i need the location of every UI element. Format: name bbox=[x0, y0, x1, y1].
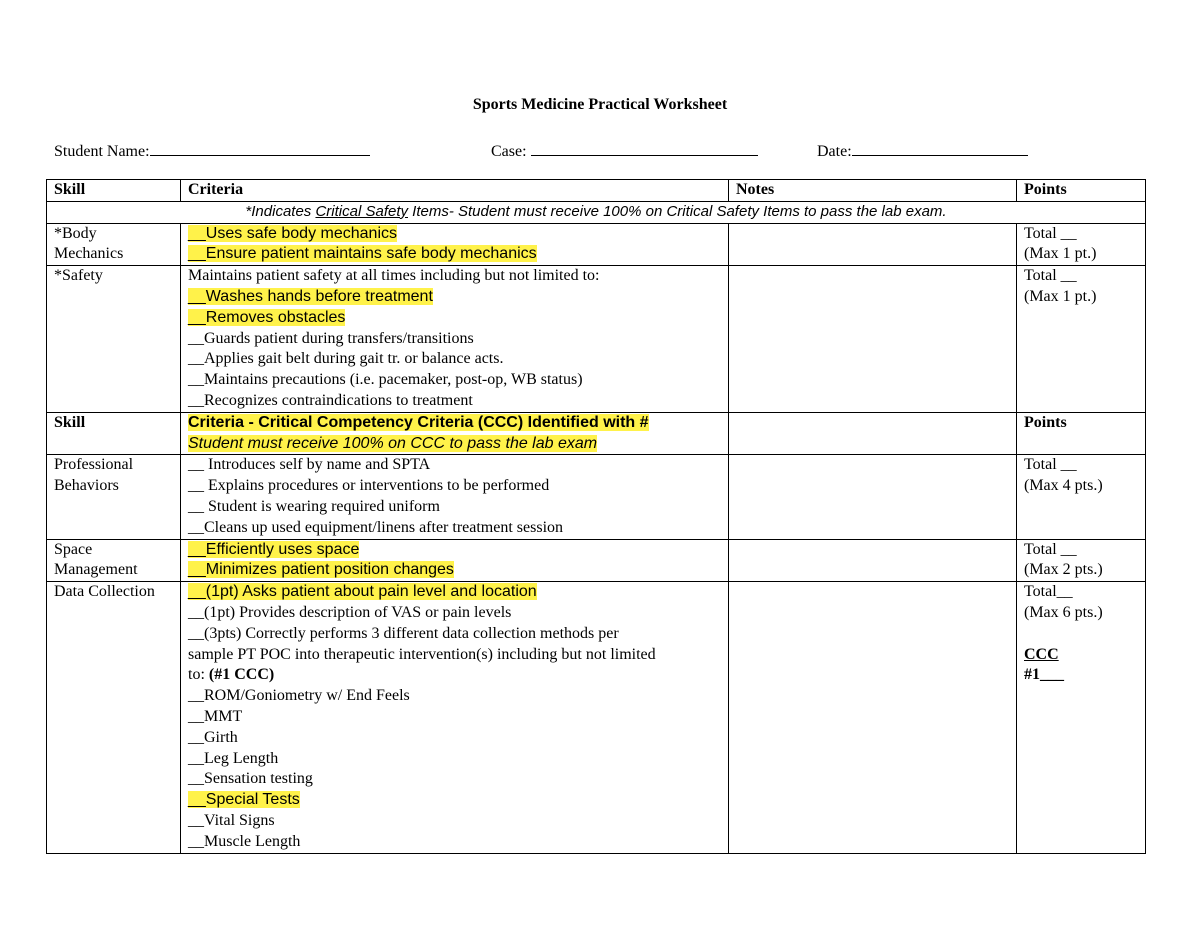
notes-cell[interactable] bbox=[729, 455, 1017, 539]
criteria-item[interactable]: __Efficiently uses space bbox=[188, 540, 360, 558]
notes-cell bbox=[729, 412, 1017, 455]
notes-cell[interactable] bbox=[729, 539, 1017, 582]
case-label: Case: bbox=[491, 143, 527, 160]
criteria-item[interactable]: __ Student is wearing required uniform bbox=[188, 497, 440, 515]
student-name-label: Student Name: bbox=[54, 143, 150, 160]
criteria-item[interactable]: __Special Tests bbox=[188, 791, 300, 809]
criteria-item[interactable]: __MMT bbox=[188, 707, 243, 725]
criteria-item[interactable]: __ Introduces self by name and SPTA bbox=[188, 456, 431, 474]
criteria-item[interactable]: __Uses safe body mechanics bbox=[188, 224, 397, 242]
body-mechanics-row bbox=[47, 223, 1146, 266]
professional-criteria bbox=[181, 455, 729, 539]
notes-cell[interactable] bbox=[729, 223, 1017, 266]
criteria-item[interactable]: __ Explains procedures or interventions to be performed bbox=[188, 477, 550, 495]
data-collection-skill: Data Collection bbox=[47, 582, 181, 853]
safety-criteria: Maintains patient safety at all times including but not limited to: __Washes hands before treatment __Removes obstacles __Guards patient during transfers/transitions __Applies gait belt during gait tr. or balance acts. __Maintains precautions (i.e. pacemaker, post-op, WB status) __Recognizes contraindications to treatment bbox=[181, 266, 729, 413]
critical-note-row bbox=[47, 201, 1146, 223]
criteria-item[interactable]: __(1pt) Asks patient about pain level and location bbox=[188, 583, 537, 601]
date-field[interactable] bbox=[817, 139, 1028, 161]
criteria-item[interactable]: __Girth bbox=[188, 728, 238, 746]
data-collection-criteria bbox=[181, 582, 729, 853]
ccc-header-row bbox=[47, 412, 1146, 455]
criteria-item[interactable]: __Removes obstacles bbox=[188, 308, 346, 326]
criteria-item[interactable]: __(1pt) Provides description of VAS or pain levels bbox=[188, 603, 512, 621]
data-collection-points[interactable]: Total__ (Max 6 pts.) CCC #1___ bbox=[1017, 582, 1146, 853]
criteria-item[interactable]: __Washes hands before treatment bbox=[188, 287, 433, 305]
safety-points[interactable]: Total __ (Max 1 pt.) bbox=[1017, 266, 1146, 413]
criteria-item[interactable]: __Minimizes patient position changes bbox=[188, 561, 454, 579]
space-points[interactable]: Total __ (Max 2 pts.) bbox=[1017, 539, 1146, 582]
body-mechanics-points[interactable]: Total __ (Max 1 pt.) bbox=[1017, 223, 1146, 266]
criteria-item[interactable]: __Maintains precautions (i.e. pacemaker, post-op, WB status) bbox=[188, 371, 583, 389]
worksheet-table bbox=[46, 179, 1146, 854]
notes-cell[interactable] bbox=[729, 582, 1017, 853]
page-title: Sports Medicine Practical Worksheet bbox=[472, 96, 728, 113]
data-collection-row bbox=[47, 582, 1146, 853]
criteria-item[interactable]: __Leg Length bbox=[188, 749, 279, 767]
ccc-tag: (#1 CCC) bbox=[208, 666, 275, 684]
criteria-item[interactable]: __Vital Signs bbox=[188, 811, 275, 829]
ccc-number[interactable]: #1___ bbox=[1024, 666, 1064, 684]
criteria-text: to: (#1 CCC) bbox=[188, 666, 275, 684]
criteria-item[interactable]: __ROM/Goniometry w/ End Feels bbox=[188, 687, 410, 705]
body-mechanics-criteria bbox=[181, 223, 729, 266]
criteria-item[interactable]: __Cleans up used equipment/linens after treatment session bbox=[188, 518, 564, 536]
criteria-item[interactable]: __Guards patient during transfers/transitions bbox=[188, 329, 474, 347]
criteria-item[interactable]: __Sensation testing bbox=[188, 770, 313, 788]
table-header-row bbox=[47, 180, 1146, 202]
case-line[interactable] bbox=[531, 139, 758, 156]
notes-cell[interactable] bbox=[729, 266, 1017, 413]
body-mechanics-skill: *Body Mechanics bbox=[47, 223, 181, 266]
header-criteria: Criteria bbox=[181, 180, 729, 202]
ccc-header-skill: Skill bbox=[47, 412, 181, 455]
date-label: Date: bbox=[817, 143, 852, 160]
space-skill: Space Management bbox=[47, 539, 181, 582]
case-field[interactable] bbox=[491, 139, 758, 161]
space-row bbox=[47, 539, 1146, 582]
space-criteria bbox=[181, 539, 729, 582]
criteria-item[interactable]: __Muscle Length bbox=[188, 832, 301, 850]
professional-points[interactable]: Total __ (Max 4 pts.) bbox=[1017, 455, 1146, 539]
criteria-item[interactable]: __Ensure patient maintains safe body mechanics bbox=[188, 245, 537, 263]
safety-row bbox=[47, 266, 1146, 413]
student-name-field[interactable] bbox=[54, 139, 370, 161]
student-name-line[interactable] bbox=[150, 139, 370, 156]
criteria-item[interactable]: __(3pts) Correctly performs 3 different data collection methods per bbox=[188, 624, 619, 642]
critical-note: *Indicates Critical Safety Items- Student must receive 100% on Critical Safety Items to pass the lab exam. bbox=[47, 201, 1146, 223]
criteria-item[interactable]: __Recognizes contraindications to treatment bbox=[188, 391, 473, 409]
date-line[interactable] bbox=[852, 139, 1028, 156]
header-notes: Notes bbox=[729, 180, 1017, 202]
ccc-header-criteria: Criteria - Critical Competency Criteria (CCC) Identified with # Student must receive 100% on CCC to pass the lab exam bbox=[181, 412, 729, 455]
header-points: Points bbox=[1017, 180, 1146, 202]
header-skill: Skill bbox=[47, 180, 181, 202]
ccc-header-points: Points bbox=[1017, 412, 1146, 455]
professional-row bbox=[47, 455, 1146, 539]
safety-skill: *Safety bbox=[47, 266, 181, 413]
professional-skill: Professional Behaviors bbox=[47, 455, 181, 539]
criteria-text: sample PT POC into therapeutic intervention(s) including but not limited bbox=[188, 645, 656, 663]
criteria-item[interactable]: __Applies gait belt during gait tr. or balance acts. bbox=[188, 350, 504, 368]
ccc-label: CCC bbox=[1024, 645, 1059, 663]
